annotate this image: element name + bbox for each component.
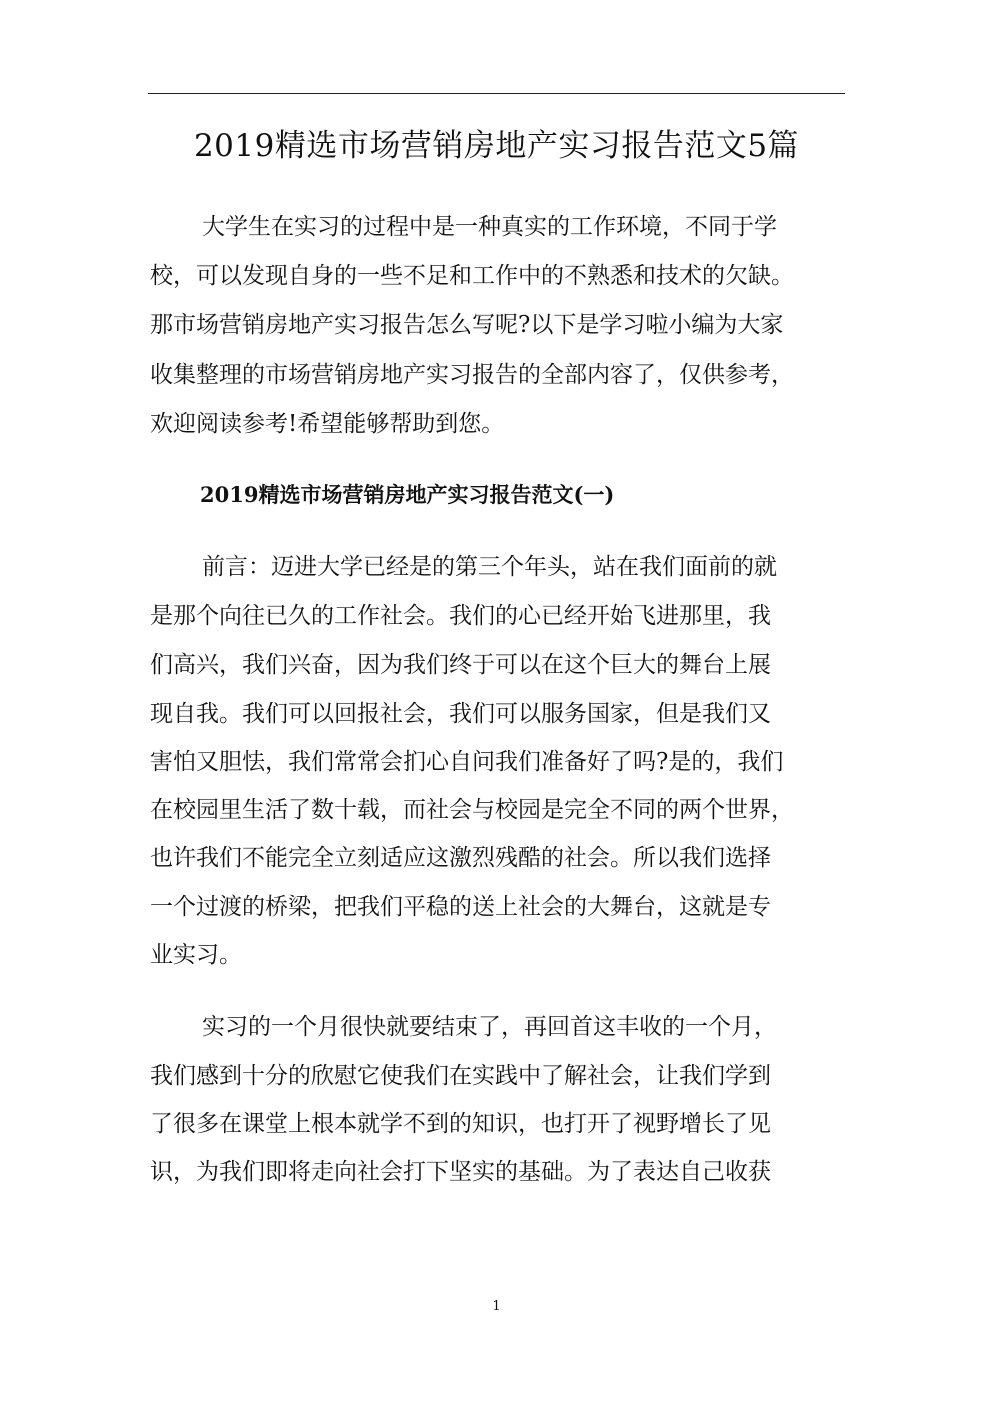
section-heading: 2019精选市场营销房地产实习报告范文(一) bbox=[200, 482, 615, 507]
paragraph-line: 了很多在课堂上根本就学不到的知识，也打开了视野增长了见 bbox=[150, 1111, 771, 1137]
page-number: 1 bbox=[492, 1299, 501, 1314]
paragraph-line: 现自我。我们可以回报社会，我们可以服务国家，但是我们又 bbox=[150, 701, 771, 727]
paragraph-line: 业实习。 bbox=[150, 942, 242, 968]
paragraph-line: 在校园里生活了数十载，而社会与校园是完全不同的两个世界， bbox=[150, 797, 794, 823]
paragraph-line: 们高兴，我们兴奋，因为我们终于可以在这个巨大的舞台上展 bbox=[150, 652, 771, 678]
intro-line: 欢迎阅读参考!希望能够帮助到您。 bbox=[150, 411, 505, 437]
intro-line: 大学生在实习的过程中是一种真实的工作环境，不同于学 bbox=[202, 214, 777, 240]
paragraph-line: 是那个向往已久的工作社会。我们的心已经开始飞进那里，我 bbox=[150, 603, 771, 629]
intro-line: 那市场营销房地产实习报告怎么写呢?以下是学习啦小编为大家 bbox=[150, 312, 784, 338]
paragraph-line: 实习的一个月很快就要结束了，再回首这丰收的一个月， bbox=[202, 1014, 777, 1040]
paragraph-line: 一个过渡的桥梁，把我们平稳的送上社会的大舞台，这就是专 bbox=[150, 894, 771, 920]
paragraph-line: 前言：迈进大学已经是的第三个年头，站在我们面前的就 bbox=[202, 554, 777, 580]
document-title: 2019精选市场营销房地产实习报告范文5篇 bbox=[193, 128, 800, 164]
paragraph-line: 我们感到十分的欣慰它使我们在实践中了解社会，让我们学到 bbox=[150, 1063, 771, 1089]
header-rule bbox=[148, 93, 845, 94]
paragraph-line: 害怕又胆怯，我们常常会扪心自问我们准备好了吗?是的，我们 bbox=[150, 749, 784, 775]
intro-line: 收集整理的市场营销房地产实习报告的全部内容了，仅供参考， bbox=[150, 362, 794, 388]
paragraph-line: 识，为我们即将走向社会打下坚实的基础。为了表达自己收获 bbox=[150, 1159, 771, 1185]
intro-line: 校，可以发现自身的一些不足和工作中的不熟悉和技术的欠缺。 bbox=[150, 263, 794, 289]
paragraph-line: 也许我们不能完全立刻适应这激烈残酷的社会。所以我们选择 bbox=[150, 845, 771, 871]
